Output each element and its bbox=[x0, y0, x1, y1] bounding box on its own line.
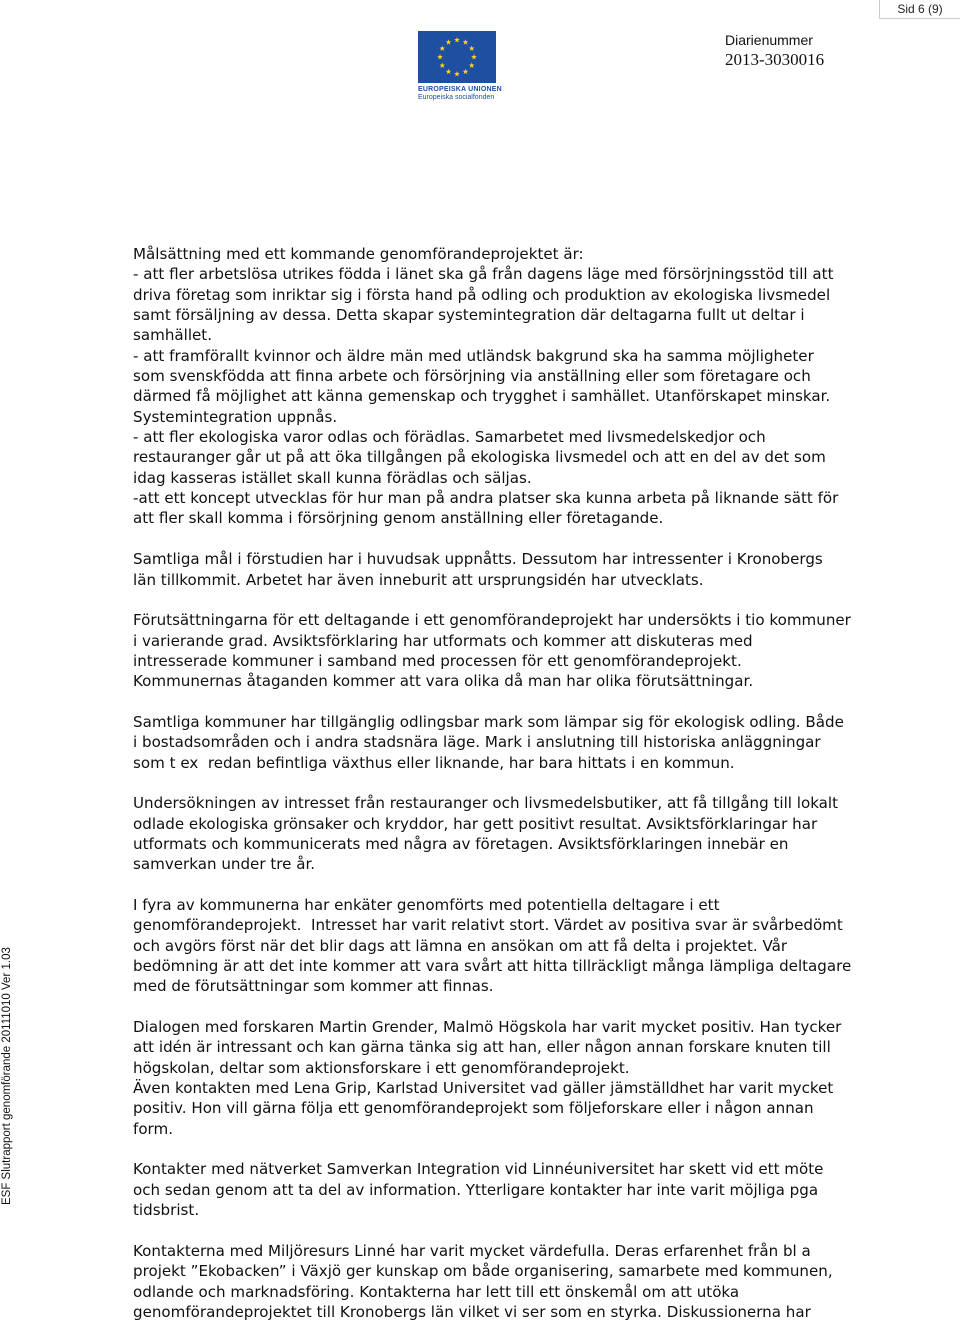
registration-number: 2013-3030016 bbox=[725, 50, 825, 69]
side-footer-text: ESF Slutrapport genomförande 20111010 Ver 1.03 bbox=[1, 947, 13, 1205]
eu-stars-icon bbox=[418, 31, 496, 83]
text-line: och avgörs först när det blir dags att lämna en ansökan om att få delta i projektet. Vår bbox=[133, 936, 788, 955]
text-line: Dialogen med forskaren Martin Grender, Malmö Högskola har varit mycket positiv. Han tycker bbox=[133, 1018, 842, 1037]
text-line: i bostadsområden och i andra stadsnära läge. Mark i anslutning till historiska anläggningar bbox=[133, 733, 821, 752]
text-line: därmed få möjlighet att känna gemenskap och trygghet i samhället. Utanförskapet minskar. bbox=[133, 387, 831, 406]
paragraph-gap bbox=[133, 590, 948, 610]
paragraph-gap bbox=[133, 773, 948, 793]
text-line: bedömning är att det inte kommer att vara svårt att hitta tillräckligt många lämpliga deltagare bbox=[133, 957, 852, 976]
text-line: att fler skall komma i försörjning genom anställning eller företagande. bbox=[133, 509, 664, 528]
text-line: Samtliga mål i förstudien har i huvudsak uppnåtts. Dessutom har intressenter i Kronobergs bbox=[133, 550, 823, 569]
text-line: och sedan genom att ta del av information. Ytterligare kontakter har inte varit möjliga pga bbox=[133, 1180, 819, 1199]
paragraph-gap bbox=[133, 997, 948, 1017]
text-line: idag kasseras istället skall kunna förädlas och säljas. bbox=[133, 468, 532, 487]
text-line: - att framförallt kvinnor och äldre män med utländsk bakgrund ska ha samma möjligheter bbox=[133, 346, 814, 365]
paragraph-gap bbox=[133, 1221, 948, 1241]
text-line: tidsbrist. bbox=[133, 1201, 200, 1220]
text-line: form. bbox=[133, 1119, 173, 1138]
paragraph-gap bbox=[133, 875, 948, 895]
text-line: genomförandeprojektet till Kronobergs län vilket vi ser som en styrka. Diskussionerna har bbox=[133, 1302, 811, 1321]
text-line: som t ex redan befintliga växthus eller liknande, har bara hittats i en kommun. bbox=[133, 753, 735, 772]
eu-flag-icon bbox=[418, 31, 496, 83]
text-line: Målsättning med ett kommande genomförandeprojektet är: bbox=[133, 245, 584, 263]
page-number: Sid 6 (9) bbox=[879, 0, 960, 19]
text-line: samt försäljning av dessa. Detta skapar systemintegration där deltagarna fullt ut deltar i bbox=[133, 306, 805, 325]
logo-line-2: Europeiska socialfonden bbox=[418, 94, 495, 101]
text-line: odlade ekologiska grönsaker och kryddor, har gett positivt resultat. Avsiktsförklaringar har bbox=[133, 814, 818, 833]
text-line: som svenskfödda att finna arbete och försörjning via anställning eller som företagare och bbox=[133, 367, 811, 386]
text-line: Systemintegration uppnås. bbox=[133, 407, 338, 426]
logo-text bbox=[418, 86, 502, 102]
logo-line-1: EUROPEISKA UNIONEN bbox=[418, 86, 502, 93]
paragraph-gap bbox=[133, 529, 948, 549]
text-line: - att fler ekologiska varor odlas och förädlas. Samarbetet med livsmedelskedjor och bbox=[133, 428, 766, 447]
text-line: Kontakterna med Miljöresurs Linné har varit mycket värdefulla. Deras erfarenhet från bl a bbox=[133, 1241, 811, 1260]
text-line: i varierande grad. Avsiktsförklaring har utformats och kommer att diskuteras med bbox=[133, 631, 753, 650]
text-line: genomförandeprojekt. Intresset har varit relativt stort. Värdet av positiva svar är svårbedömt bbox=[133, 916, 843, 935]
text-line: projekt ”Ekobacken” i Växjö ger kunskap om både organisering, samarbete med kommunen, bbox=[133, 1262, 833, 1281]
text-line: Även kontakten med Lena Grip, Karlstad Universitet vad gäller jämställdhet har varit mycket bbox=[133, 1079, 834, 1098]
text-line: -att ett koncept utvecklas för hur man på andra platser ska kunna arbeta på liknande sätt för bbox=[133, 489, 839, 508]
eu-logo bbox=[418, 31, 502, 103]
text-line: högskolan, deltar som aktionsforskare i ett genomförandeprojekt. bbox=[133, 1058, 630, 1077]
text-line: Kontakter med nätverket Samverkan Integration vid Linnéuniversitet har skett vid ett möte bbox=[133, 1160, 824, 1179]
paragraph-gap bbox=[133, 1139, 948, 1159]
text-line: Undersökningen av intresset från restauranger och livsmedelsbutiker, att få tillgång till lokalt bbox=[133, 794, 839, 813]
text-line: odlande och marknadsföring. Kontakterna har lett till ett önskemål om att utöka bbox=[133, 1282, 740, 1301]
text-line: med de förutsättningar som kommer att finnas. bbox=[133, 977, 494, 996]
text-line: Kommunernas åtaganden kommer att vara olika då man har olika förutsättningar. bbox=[133, 672, 754, 691]
text-line: att idén är intressant och kan gärna tänka sig att han, eller någon annan forskare knuten till bbox=[133, 1038, 831, 1057]
text-line: Förutsättningarna för ett deltagande i ett genomförandeprojekt har undersökts i tio kommuner bbox=[133, 611, 851, 630]
text-line: - att fler arbetslösa utrikes födda i länet ska gå från dagens läge med försörjningsstöd till att bbox=[133, 265, 834, 284]
registration-block bbox=[725, 31, 824, 71]
paragraph-gap bbox=[133, 692, 948, 712]
text-line: samhället. bbox=[133, 326, 213, 345]
text-line: intresserade kommuner i samband med processen för ett genomförandeprojekt. bbox=[133, 651, 742, 670]
text-line: Samtliga kommuner har tillgänglig odlingsbar mark som lämpar sig för ekologisk odling. Både bbox=[133, 712, 844, 731]
text-line: driva företag som inriktar sig i första hand på odling och produktion av ekologiska livsmedel bbox=[133, 285, 831, 304]
registration-label: Diarienummer bbox=[725, 32, 813, 48]
text-line: län tillkommit. Arbetet har även inneburit att ursprungsidén har utvecklats. bbox=[133, 570, 704, 589]
document-body bbox=[133, 244, 948, 1322]
text-line: utformats och kommunicerats med några av företagen. Avsiktsförklaringen innebär en bbox=[133, 834, 789, 853]
text-line: restauranger går ut på att öka tillgången på ekologiska livsmedel och att en del av det som bbox=[133, 448, 826, 467]
text-line: positiv. Hon vill gärna följa ett genomförandeprojekt som följeforskare eller i någon annan bbox=[133, 1099, 814, 1118]
text-line: I fyra av kommunerna har enkäter genomförts med potentiella deltagare i ett bbox=[133, 896, 720, 914]
text-line: samverkan under tre år. bbox=[133, 855, 316, 874]
